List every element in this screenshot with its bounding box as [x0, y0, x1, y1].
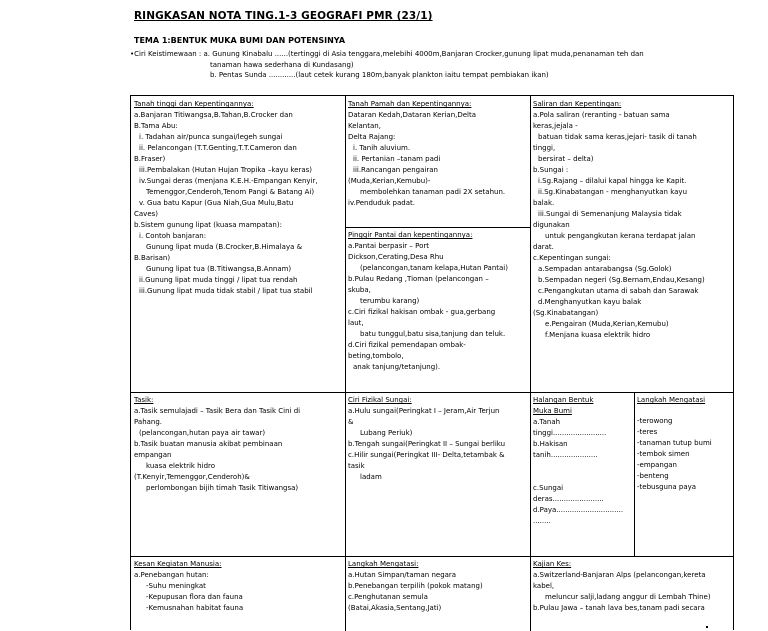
cell-line: ........: [533, 517, 551, 525]
cell-line: -Kepupusan flora dan fauna: [146, 593, 243, 601]
cell-line: -teres: [637, 428, 658, 436]
cell-line: meluncur salji,ladang anggur di Lembah Thine): [545, 593, 711, 601]
cell-line: a.Hutan Simpan/taman negara: [348, 571, 457, 579]
cell-line: ii.Gunung lipat muda tinggi / lipat tua rendah: [139, 276, 298, 284]
cell-line: bersirat – delta): [538, 155, 594, 163]
cell-pinggir-pantai: [345, 227, 530, 392]
cell-line: iii.Gunung lipat muda tidak stabil / lipat tua stabil: [139, 287, 313, 295]
cell-line: batuan tidak sama keras,jejari- tasik di tanah: [538, 133, 697, 141]
cell-line: Delta Rajang:: [348, 133, 396, 141]
cell-ciri-sungai: [345, 392, 530, 556]
cell-line: (Muda,Kerian,Kemubu)-: [348, 177, 431, 185]
cell-line: beting,tombolo,: [348, 352, 404, 360]
cell-line: iv.Sungai deras (menjana K.E.H.-Empangan Kenyir,: [139, 177, 318, 185]
cell-line: i.Sg.Rajang – dilalui kapal hingga ke Kapit.: [538, 177, 687, 185]
cell-line: (pelancongan,tanam kelapa,Hutan Pantai): [360, 264, 508, 272]
cell-heading: Ciri Fizikal Sungai:: [348, 396, 412, 404]
cell-line: d.Ciri fizikal pemendapan ombak-: [348, 341, 466, 349]
cell-kesan-kegiatan: [131, 556, 345, 631]
cell-line: untuk pengangkutan kerana terdapat jalan: [545, 232, 696, 240]
intro-line: b. Pentas Sunda ............(laut cetek kurang 180m,banyak plankton iaitu tempat pembiakan ikan): [210, 71, 549, 79]
cell-line: Gunung lipat muda (B.Crocker,B.Himalaya &: [146, 243, 303, 251]
cell-langkah-mengatasi-2: [345, 556, 530, 631]
cell-line: ii. Pelancongan (T.T.Genting,T.T.Cameron dan: [139, 144, 297, 152]
cell-line: c.Pengangkutan utama di sabah dan Sarawak: [538, 287, 699, 295]
cell-halangan: [530, 392, 634, 556]
theme-heading: TEMA 1:BENTUK MUKA BUMI DAN POTENSINYA: [134, 36, 346, 45]
cell-line: tinggi........................: [533, 429, 607, 437]
cell-line: -tebusguna paya: [637, 483, 697, 491]
cell-line: ladam: [360, 473, 382, 481]
cell-langkah-mengatasi-1: [634, 392, 733, 556]
cell-line: tanih.....................: [533, 451, 598, 459]
cell-kajian-kes: [530, 556, 733, 631]
intro-line: tanaman hawa sederhana di Kundasang): [210, 60, 354, 69]
cell-line: a.Hulu sungai(Peringkat I – Jeram,Air Terjun: [348, 407, 500, 415]
cell-line: ii. Pertanian –tanam padi: [353, 155, 441, 163]
cell-line: c.Kepentingan sungai:: [533, 254, 611, 262]
cell-line: (Sg.Kinabatangan): [533, 309, 599, 317]
cell-line: iii.Sungai di Semenanjung Malaysia tidak: [538, 210, 682, 218]
cell-heading: Langkah Mengatasi:: [348, 560, 419, 568]
cell-line: Gunung lipat tua (B.Titiwangsa,B.Annam): [146, 265, 292, 273]
cell-line: -empangan: [637, 461, 677, 469]
cell-line: [533, 472, 631, 483]
page-mark: [706, 626, 708, 628]
cell-line: a.Switzerland-Banjaran Alps (pelancongan,kereta: [533, 571, 706, 579]
intro-line: •Ciri Keistimewaan : a. Gunung Kinabalu ......(tertinggi di Asia tenggara,melebihi 4000m,Banjaran Crocker,gunung lipat muda,penanaman teh dan: [130, 50, 644, 58]
cell-line: tasik: [348, 462, 365, 470]
cell-line: d.Menghanyutkan kayu balak: [538, 298, 642, 306]
cell-line: b.Pulau Jawa – tanah lava bes,tanam padi secara: [533, 604, 705, 612]
cell-line: Pahang.: [134, 418, 163, 426]
cell-line: B.Fraser): [134, 155, 166, 163]
cell-line: iv.Penduduk padat.: [348, 199, 415, 207]
cell-line: iii.Rancangan pengairan: [353, 166, 438, 174]
cell-line: b.Penebangan terpilih (pokok matang): [348, 582, 483, 590]
cell-line: perlombongan bijih timah Tasik Titiwangsa): [146, 484, 299, 492]
cell-line: (Batai,Akasia,Sentang,Jati): [348, 604, 442, 612]
cell-line: c.Hilir sungai(Peringkat III- Delta,tetambak &: [348, 451, 505, 459]
cell-line: balak.: [533, 199, 555, 207]
cell-line: b.Sungai :: [533, 166, 569, 174]
cell-line: Lubang Periuk): [360, 429, 413, 437]
cell-line: i. Contoh banjaran:: [139, 232, 207, 240]
cell-heading: Kesan Kegiatan Manusia:: [134, 560, 222, 568]
cell-line: b.Tasik buatan manusia akibat pembinaan: [134, 440, 283, 448]
cell-line: B.Barisan): [134, 254, 171, 262]
cell-line: a.Tanah: [533, 418, 561, 426]
cell-line: -Kemusnahan habitat fauna: [146, 604, 244, 612]
cell-line: empangan: [134, 451, 172, 459]
cell-line: darat.: [533, 243, 554, 251]
cell-tanah-tinggi: [131, 96, 345, 392]
cell-line: digunakan: [533, 221, 570, 229]
cell-line: Dickson,Cerating,Desa Rhu: [348, 253, 444, 261]
cell-line: c.Penghutanan semula: [348, 593, 428, 601]
cell-line: (pelancongan,hutan paya air tawar): [139, 429, 266, 437]
cell-line: keras,jejala -: [533, 122, 578, 130]
cell-tanah-pamah: [345, 96, 530, 227]
cell-line: tinggi,: [533, 144, 556, 152]
notes-table: [130, 95, 734, 630]
cell-line: ii.Sg.Kinabatangan - menghanyutkan kayu: [538, 188, 688, 196]
cell-line: a.Pola saliran (reranting - batuan sama: [533, 111, 670, 119]
cell-line: terumbu karang): [360, 297, 420, 305]
cell-line: v. Gua batu Kapur (Gua Niah,Gua Mulu,Batu: [139, 199, 294, 207]
cell-heading: Tanah Pamah dan Kepentingannya:: [348, 100, 472, 108]
cell-line: -benteng: [637, 472, 669, 480]
cell-saliran: [530, 96, 733, 392]
cell-line: &: [348, 418, 354, 426]
cell-heading: Muka Bumi: [533, 407, 572, 415]
cell-line: c.Sungai: [533, 484, 564, 492]
cell-line: B.Tama Abu:: [134, 122, 178, 130]
cell-heading: Saliran dan Kepentingan:: [533, 100, 622, 108]
cell-line: batu tunggul,batu sisa,tanjung dan teluk.: [360, 330, 506, 338]
cell-line: a.Sempadan antarabangsa (Sg.Golok): [538, 265, 672, 273]
cell-line: b.Tengah sungai(Peringkat II – Sungai berliku: [348, 440, 506, 448]
cell-line: a.Tasik semulajadi – Tasik Bera dan Tasik Cini di: [134, 407, 301, 415]
cell-line: -terowong: [637, 417, 673, 425]
cell-line: iii.Pembalakan (Hutan Hujan Tropika –kayu keras): [139, 166, 312, 174]
cell-line: Dataran Kedah,Dataran Kerian,Delta: [348, 111, 477, 119]
cell-line: laut,: [348, 319, 364, 327]
cell-line: d.Paya..............................: [533, 506, 624, 514]
cell-line: anak tanjung/tetanjung).: [353, 363, 441, 371]
cell-heading: Langkah Mengatasi: [637, 396, 706, 404]
cell-heading: Halangan Bentuk: [533, 396, 594, 404]
cell-tasik: [131, 392, 345, 556]
cell-line: Caves): [134, 210, 159, 218]
cell-line: -tembok simen: [637, 450, 690, 458]
cell-line: b.Pulau Redang ,Tioman (pelancongan –: [348, 275, 489, 283]
cell-line: i. Tanih aluvium.: [353, 144, 411, 152]
cell-line: Temenggor,Cenderoh,Tenom Pangi & Batang Ai): [146, 188, 315, 196]
cell-line: a.Banjaran Titiwangsa,B.Tahan,B.Crocker dan: [134, 111, 293, 119]
cell-line: c.Ciri fizikal hakisan ombak - gua,gerbang: [348, 308, 496, 316]
cell-line: [533, 461, 631, 472]
cell-heading: Kajian Kes:: [533, 560, 572, 568]
cell-line: kabel,: [533, 582, 555, 590]
cell-line: (T.Kenyir,Temenggor,Cenderoh)&: [134, 473, 250, 481]
cell-heading: Tasik:: [134, 396, 154, 404]
cell-line: b.Sistem gunung lipat (kuasa mampatan):: [134, 221, 282, 229]
cell-line: membolehkan tanaman padi 2X setahun.: [360, 188, 506, 196]
cell-line: b.Hakisan: [533, 440, 568, 448]
cell-line: a.Penebangan hutan:: [134, 571, 209, 579]
cell-heading: Tanah tinggi dan Kepentingannya:: [134, 100, 254, 108]
cell-line: kuasa elektrik hidro: [146, 462, 216, 470]
intro-block: [130, 49, 750, 81]
cell-line: -Suhu meningkat: [146, 582, 206, 590]
cell-line: a.Pantai berpasir – Port: [348, 242, 430, 250]
cell-line: i. Tadahan air/punca sungai/legeh sungai: [139, 133, 283, 141]
cell-line: -tanaman tutup bumi: [637, 439, 712, 447]
cell-line: b.Sempadan negeri (Sg.Bernam,Endau,Kesang): [538, 276, 705, 284]
cell-line: skuba,: [348, 286, 371, 294]
cell-line: f.Menjana kuasa elektrik hidro: [545, 331, 651, 339]
page-title: RINGKASAN NOTA TING.1-3 GEOGRAFI PMR (23/1): [134, 10, 433, 22]
cell-heading: Pinggir Pantai dan kepentingannya:: [348, 231, 473, 239]
cell-line: e.Pengairan (Muda,Kerian,Kemubu): [545, 320, 669, 328]
cell-line: deras.......................: [533, 495, 604, 503]
cell-line: Kelantan,: [348, 122, 381, 130]
